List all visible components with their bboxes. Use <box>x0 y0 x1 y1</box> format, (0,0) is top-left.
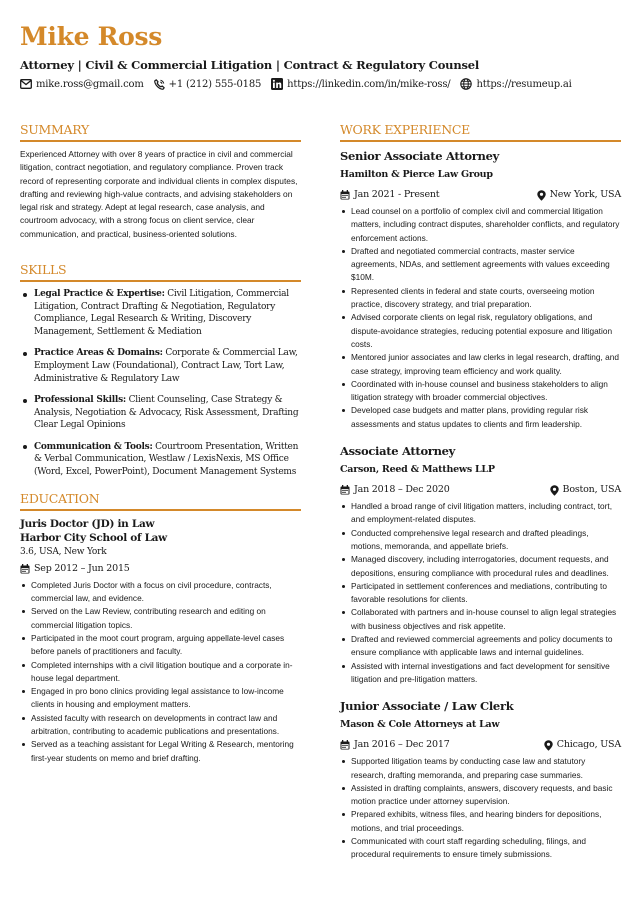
calendar-icon <box>340 740 350 750</box>
summary-section <box>20 122 301 241</box>
skill-item <box>20 441 301 479</box>
education-section <box>20 491 301 765</box>
list-item: Assisted with internal investigations and fact development for sensitive litigation and pre-litigation matters. <box>340 660 621 687</box>
list-item: Represented clients in federal and state courts, overseeing motion practice, discovery strategy, and trial preparation. <box>340 285 621 312</box>
list-item: Participated in settlement conferences and mediations, contributing to favorable resolutions for clients. <box>340 580 621 607</box>
list-item: Prepared exhibits, witness files, and hearing binders for depositions, motions, and trial proceedings. <box>340 808 621 835</box>
list-item: Supported litigation teams by conducting case law and statutory research, drafting memoranda, and preparing case summaries. <box>340 755 621 782</box>
linkedin-icon <box>271 78 283 90</box>
contact-phone-text: +1 (212) 555-0185 <box>168 78 262 90</box>
list-item: Conducted comprehensive legal research and drafted pleadings, motions, memoranda, and appellate briefs. <box>340 527 621 554</box>
job-location: New York, USA <box>549 189 621 200</box>
job-title: Junior Associate / Law Clerk <box>340 699 514 714</box>
list-item: Engaged in pro bono clinics providing legal assistance to low-income clients in housing and employment matters. <box>20 685 301 712</box>
list-item: Assisted faculty with research on developments in contract law and arbitration, contributing to academic publications and presentations. <box>20 712 301 739</box>
calendar-icon <box>340 485 350 495</box>
list-item: Participated in the moot court program, arguing appellate-level cases before panels of practitioners and faculty. <box>20 632 301 659</box>
list-item: Advised corporate clients on legal risk, regulatory obligations, and dispute-avoidance strategies, reducing potential exposure and litigation costs. <box>340 311 621 351</box>
candidate-headline: Attorney | Civil & Commercial Litigation | Contract & Regulatory Counsel <box>20 58 480 72</box>
job-bullets <box>340 755 621 861</box>
job-bullets <box>340 205 621 431</box>
phone-icon <box>154 79 165 90</box>
list-item: Completed internships with a civil litigation boutique and a corporate in-house legal department. <box>20 659 301 686</box>
education-title: EDUCATION <box>20 491 301 511</box>
education-date-row <box>20 562 301 576</box>
skill-name: Professional Skills: <box>34 395 126 405</box>
job-bullets <box>340 500 621 686</box>
summary-title: SUMMARY <box>20 122 301 142</box>
list-item: Served on the Law Review, contributing research and editing on commercial litigation topics. <box>20 605 301 632</box>
contact-linkedin-text: https://linkedin.com/in/mike-ross/ <box>287 78 451 90</box>
list-item: Assisted in drafting complaints, answers, discovery requests, and basic motion practice under attorney supervision. <box>340 782 621 809</box>
list-item: Developed case budgets and matter plans, providing regular risk assessments and status updates to clients and firm leadership. <box>340 404 621 431</box>
job-company: Carson, Reed & Matthews LLP <box>340 464 495 476</box>
skills-title: SKILLS <box>20 262 301 282</box>
job-date-row <box>340 738 621 752</box>
globe-icon <box>460 78 472 90</box>
job-entry <box>340 148 621 431</box>
skills-section <box>20 262 301 479</box>
skill-item <box>20 347 301 385</box>
job-title: Associate Attorney <box>340 444 456 459</box>
education-meta: 3.6, USA, New York <box>20 546 107 557</box>
job-dates: Jan 2021 - Present <box>354 189 440 200</box>
contact-website-text: https://resumeup.ai <box>476 78 572 90</box>
location-pin-icon <box>537 190 546 201</box>
envelope-icon <box>20 79 32 89</box>
skill-detail: Civil Litigation, Commercial Litigation, Contract Drafting & Negotiation, Regulatory Compliance, Legal Research & Writing, Discovery Management, Settlement & Mediation <box>34 289 289 338</box>
list-item: Collaborated with partners and in-house counsel to align legal strategies with business objectives and risk appetite. <box>340 606 621 633</box>
calendar-icon <box>340 190 350 200</box>
left-column <box>20 122 301 765</box>
job-entry <box>340 698 621 861</box>
job-title: Senior Associate Attorney <box>340 149 500 163</box>
skill-name: Communication & Tools: <box>34 441 153 452</box>
list-item: Completed Juris Doctor with a focus on civil procedure, contracts, commercial law, and evidence. <box>20 579 301 606</box>
summary-text: Experienced Attorney with over 8 years of practice in civil and commercial litigation, contract negotiation, and regulatory compliance. Proven track record of representing corporate and individual clients in complex disputes, drafting and reviewing high-value contracts, and advising stakeholders on legal risk and strategy. Adept at legal research, case analysis, and courtroom advocacy, with a strong focus on client service, clear communication, and practical, business-oriented solutions. <box>20 149 298 239</box>
job-dates: Jan 2018 – Dec 2020 <box>354 484 450 496</box>
contact-bar <box>20 78 620 90</box>
list-item: Drafted and negotiated commercial contracts, master service agreements, NDAs, and settlement agreements with values exceeding $10M. <box>340 245 621 285</box>
skill-detail: Courtroom Presentation, Written & Verbal Communication, Westlaw / LexisNexis, MS Office (Word, Excel, PowerPoint), Document Management Systems <box>34 441 299 478</box>
job-location: Chicago, USA <box>556 739 621 751</box>
right-column <box>340 122 621 872</box>
education-degree: Juris Doctor (JD) in Law <box>20 517 155 530</box>
skill-item <box>20 394 301 432</box>
skill-detail: Corporate & Commercial Law, Employment Law (Foundational), Contract Law, Tort Law, Administrative & Regulatory Law <box>34 348 298 384</box>
list-item: Coordinated with in-house counsel and business stakeholders to align litigation strategy with broader commercial objectives. <box>340 378 621 405</box>
experience-section <box>340 122 621 862</box>
job-company: Mason & Cole Attorneys at Law <box>340 719 500 731</box>
contact-phone[interactable] <box>154 79 262 90</box>
skills-list <box>20 288 301 479</box>
contact-email[interactable] <box>20 79 144 90</box>
calendar-icon <box>20 564 30 574</box>
resume-header <box>20 22 620 90</box>
contact-website[interactable] <box>460 78 571 90</box>
list-item: Served as a teaching assistant for Legal Writing & Research, mentoring first-year students on memo and brief drafting. <box>20 738 301 765</box>
list-item: Drafted and reviewed commercial agreements and policy documents to ensure compliance with applicable laws and internal guidelines. <box>340 633 621 660</box>
contact-linkedin[interactable] <box>271 78 450 90</box>
skill-name: Practice Areas & Domains: <box>34 348 163 359</box>
job-company: Hamilton & Pierce Law Group <box>340 169 493 180</box>
skill-detail: Client Counseling, Case Strategy & Analysis, Negotiation & Advocacy, Risk Assessment, Drafting Clear Legal Opinions <box>34 395 299 431</box>
skill-item <box>20 288 301 339</box>
education-bullets <box>20 579 301 765</box>
location-pin-icon <box>550 485 559 496</box>
education-school: Harbor City School of Law <box>20 531 167 544</box>
experience-title: WORK EXPERIENCE <box>340 122 621 142</box>
list-item: Handled a broad range of civil litigation matters, including contract, tort, and employment-related disputes. <box>340 500 621 527</box>
job-date-row <box>340 483 621 497</box>
job-location: Boston, USA <box>562 484 621 496</box>
skill-name: Legal Practice & Expertise: <box>34 289 165 300</box>
job-dates: Jan 2016 – Dec 2017 <box>354 739 450 751</box>
location-pin-icon <box>544 740 553 751</box>
list-item: Communicated with court staff regarding scheduling, filings, and procedural requirements to ensure timely submissions. <box>340 835 621 862</box>
contact-email-text: mike.ross@gmail.com <box>36 78 144 90</box>
education-dates: Sep 2012 – Jun 2015 <box>34 562 130 574</box>
list-item: Lead counsel on a portfolio of complex civil and commercial litigation matters, including contract disputes, shareholder conflicts, and regulatory enforcement actions. <box>340 205 621 245</box>
job-entry <box>340 443 621 686</box>
job-date-row <box>340 188 621 202</box>
candidate-name: Mike Ross <box>20 22 163 51</box>
list-item: Managed discovery, including interrogatories, document requests, and depositions, ensuring compliance with procedural rules and deadlines. <box>340 553 621 580</box>
list-item: Mentored junior associates and law clerks in legal research, drafting, and case strategy, improving team efficiency and work quality. <box>340 351 621 378</box>
